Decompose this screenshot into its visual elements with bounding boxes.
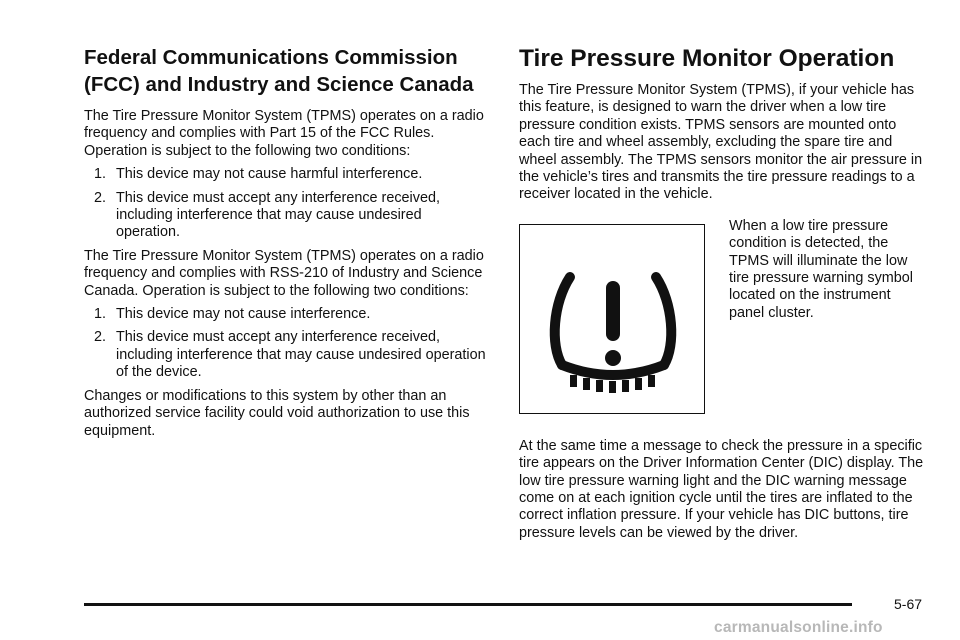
modifications-paragraph: Changes or modifications to this system by other than an authorized service facility could void authorization to use this equipment.	[84, 387, 470, 439]
fcc-section-title: Federal Communications Commission (FCC) and Industry and Science Canada	[84, 46, 474, 96]
left-column	[84, 42, 486, 446]
list-item-text: This device may not cause interference.	[116, 306, 371, 323]
list-item-text: This device must accept any interference received, including interference that may cause undesired operation of the device.	[116, 329, 486, 381]
canada-paragraph: The Tire Pressure Monitor System (TPMS) operates on a radio frequency and complies with RSS-210 of Industry and Science Canada. Operation is subject to the following two conditions:	[84, 247, 484, 299]
fcc-paragraph-1: The Tire Pressure Monitor System (TPMS) operates on a radio frequency and complies with Part 15 of the FCC Rules. Operation is subject to the following two conditions:	[84, 108, 484, 159]
tpms-figure	[519, 218, 929, 416]
list-item-number: 1.	[94, 166, 107, 183]
tpms-paragraph-2: At the same time a message to check the pressure in a specific tire appears on the Driver Information Center (DIC) display. The low tire pressure warning light and the DIC warning message come on at each ignition cycle until the tires are inflated to the correct inflation pressure. If your vehicle has DIC buttons, tire pressure levels can be viewed by the driver.	[519, 437, 924, 541]
list-item-number: 2.	[94, 329, 107, 346]
canada-conditions-list	[84, 306, 486, 382]
list-item-text: This device may not cause harmful interference.	[116, 166, 423, 183]
list-item-text: This device must accept any interference received, including interference that may cause undesired operation.	[116, 189, 440, 241]
symbol-frame	[519, 224, 705, 414]
list-item	[84, 190, 486, 242]
watermark: carmanualsonline.info	[714, 619, 883, 636]
right-column	[519, 42, 929, 548]
list-item-number: 2.	[94, 189, 107, 206]
list-item-number: 1.	[94, 306, 107, 323]
list-item	[84, 306, 486, 323]
footer-rule	[84, 603, 852, 606]
low-tire-pressure-warning-icon	[520, 225, 706, 415]
tpms-section-title: Tire Pressure Monitor Operation	[519, 45, 895, 72]
page-number: 5-67	[894, 596, 923, 612]
fcc-conditions-list	[84, 166, 486, 242]
list-item	[84, 166, 486, 183]
figure-caption	[729, 218, 929, 328]
tpms-paragraph-1: The Tire Pressure Monitor System (TPMS), if your vehicle has this feature, is designed to warn the driver when a low tire pressure condition exists. TPMS sensors are mounted onto each tire and wheel assembly, excluding the spare tire and wheel assembly. The TPMS sensors monitor the air pressure in the vehicle’s tires and transmits the tire pressure readings to a receiver located in the vehicle.	[519, 82, 923, 203]
list-item	[84, 329, 486, 381]
figure-caption-text: When a low tire pressure condition is detected, the TPMS will illuminate the low tire pressure warning symbol located on the instrument panel cluster.	[729, 217, 913, 321]
